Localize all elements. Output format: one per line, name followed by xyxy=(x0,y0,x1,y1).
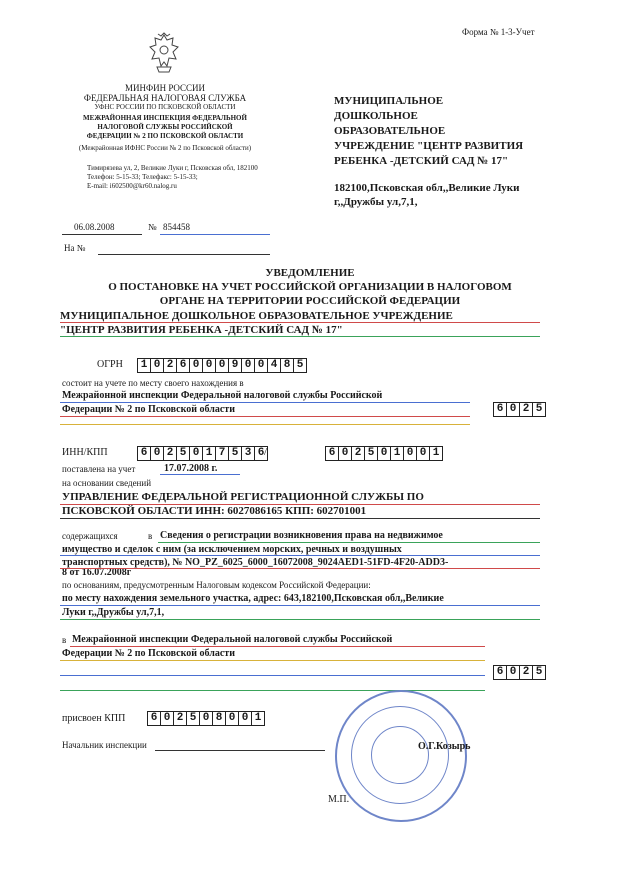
inspection-prefix: в xyxy=(62,635,67,645)
inn-digit: 2 xyxy=(163,446,176,461)
kpp-digit: 0 xyxy=(338,446,351,461)
inn-digit: 0 xyxy=(150,446,163,461)
contained-1: Сведения о регистрации возникновения права на недвижимое xyxy=(160,530,443,541)
signer-name: О.Г.Козырь xyxy=(418,741,471,752)
ogrn-digit: 6 xyxy=(176,358,189,373)
kpp-digit: 2 xyxy=(351,446,364,461)
kpp-digit: 1 xyxy=(390,446,403,461)
ogrn-digit: 8 xyxy=(280,358,293,373)
doc-number: 854458 xyxy=(163,222,190,232)
title-line-1: УВЕДОМЛЕНИЕ xyxy=(265,267,355,279)
recipient-line-2: ДОШКОЛЬНОЕ xyxy=(334,110,418,122)
inspection-line-1: Межрайонной инспекции Федеральной налоговой службы Российской xyxy=(72,634,393,645)
recipient-line-5: РЕБЕНКА -ДЕТСКИЙ САД № 17" xyxy=(334,155,509,167)
issuer-inspection-2: НАЛОГОВОЙ СЛУЖБЫ РОССИЙСКОЙ xyxy=(97,123,233,131)
registration-code-digit: 2 xyxy=(519,402,532,417)
ogrn-digit: 1 xyxy=(137,358,150,373)
inn-digit: 5 xyxy=(228,446,241,461)
assigned-kpp-digit: 0 xyxy=(199,711,212,726)
org-name-2: "ЦЕНТР РАЗВИТИЯ РЕБЕНКА -ДЕТСКИЙ САД № 17" xyxy=(60,324,343,336)
grounds-text-1: по месту нахождения земельного участка, адрес: 643,182100,Псковская обл,,Великие xyxy=(62,593,444,604)
contained-in: в xyxy=(148,531,153,541)
kpp-digit: 6 xyxy=(325,446,338,461)
inspection-code-digit: 2 xyxy=(519,665,532,680)
registration-place-2: Федерации № 2 по Псковской области xyxy=(62,404,235,415)
assigned-kpp-digit: 1 xyxy=(251,711,265,726)
assigned-kpp-digit: 2 xyxy=(173,711,186,726)
ogrn-digit: 4 xyxy=(267,358,280,373)
issuer-service: ФЕДЕРАЛЬНАЯ НАЛОГОВАЯ СЛУЖБА xyxy=(83,93,247,103)
source-2: ПСКОВСКОЙ ОБЛАСТИ ИНН: 6027086165 КПП: 602701001 xyxy=(62,505,367,517)
ogrn-digit: 9 xyxy=(228,358,241,373)
kpp-digit: 0 xyxy=(377,446,390,461)
contained-label: содержащихся xyxy=(62,531,118,541)
inn-digit: 6 xyxy=(254,446,268,461)
issuer-short-name: (Межрайонная ИФНС России № 2 по Псковской области) xyxy=(78,144,252,152)
kpp-digit: 0 xyxy=(403,446,416,461)
innkpp-label: ИНН/КПП xyxy=(62,447,108,458)
assigned-kpp-boxes xyxy=(147,711,265,726)
kpp-digit: 0 xyxy=(416,446,429,461)
recipient-line-4: УЧРЕЖДЕНИЕ "ЦЕНТР РАЗВИТИЯ xyxy=(334,140,524,152)
issuer-inspection-3: ФЕДЕРАЦИИ № 2 ПО ПСКОВСКОЙ ОБЛАСТИ xyxy=(86,132,244,140)
kpp-boxes xyxy=(325,446,443,461)
inn-digit: 3 xyxy=(241,446,254,461)
contained-4: 8 от 16.07.2008г xyxy=(62,568,132,576)
ogrn-boxes xyxy=(137,358,307,373)
registered-date: 17.07.2008 г. xyxy=(164,463,218,474)
issuer-inspection-1: МЕЖРАЙОННАЯ ИНСПЕКЦИЯ ФЕДЕРАЛЬНОЙ xyxy=(83,114,247,122)
ogrn-digit: 0 xyxy=(241,358,254,373)
inn-boxes xyxy=(137,446,268,461)
assigned-kpp-digit: 5 xyxy=(186,711,199,726)
seal-stamp xyxy=(335,690,467,822)
na-label: На № xyxy=(64,243,86,253)
ogrn-digit: 0 xyxy=(189,358,202,373)
inn-digit: 7 xyxy=(215,446,228,461)
inn-digit: 6 xyxy=(137,446,150,461)
ogrn-digit: 2 xyxy=(163,358,176,373)
recipient-line-3: ОБРАЗОВАТЕЛЬНОЕ xyxy=(334,125,446,137)
doc-date: 06.08.2008 xyxy=(74,222,115,232)
seal-label: М.П. xyxy=(328,794,350,805)
assigned-kpp-digit: 0 xyxy=(160,711,173,726)
grounds-text-2: Луки г,,Дружбы ул,7,1, xyxy=(62,607,165,618)
issuer-email: E-mail: i602500@kr60.nalog.ru xyxy=(87,182,177,190)
title-line-2: О ПОСТАНОВКЕ НА УЧЕТ РОССИЙСКОЙ ОРГАНИЗАЦИИ В НАЛОГОВОМ xyxy=(108,281,512,293)
issuer-ministry: МИНФИН РОССИИ xyxy=(124,83,206,93)
registration-code-digit: 5 xyxy=(532,402,546,417)
registration-place-1: Межрайонной инспекции Федеральной налоговой службы Российской xyxy=(62,390,383,401)
registration-code-digit: 6 xyxy=(493,402,506,417)
recipient-address-2: г,,Дружбы ул,7,1, xyxy=(334,196,418,208)
inn-digit: 0 xyxy=(189,446,202,461)
ogrn-label: ОГРН xyxy=(97,359,123,370)
chief-label: Начальник инспекции xyxy=(62,740,147,750)
ogrn-digit: 0 xyxy=(150,358,163,373)
source-1: УПРАВЛЕНИЕ ФЕДЕРАЛЬНОЙ РЕГИСТРАЦИОННОЙ СЛУЖБЫ ПО xyxy=(62,491,424,503)
issuer-ufns: УФНС РОССИИ ПО ПСКОВСКОЙ ОБЛАСТИ xyxy=(94,103,236,111)
assigned-kpp-digit: 0 xyxy=(225,711,238,726)
form-number: Форма № 1-3-Учет xyxy=(462,27,535,37)
registration-code-digit: 0 xyxy=(506,402,519,417)
ogrn-digit: 5 xyxy=(293,358,307,373)
kpp-digit: 5 xyxy=(364,446,377,461)
contained-2: имущество и сделок с ним (за исключением морских, речных и воздушных xyxy=(62,544,402,555)
basis-label: на основании сведений xyxy=(62,478,152,488)
registration-code-boxes xyxy=(493,402,546,417)
assigned-kpp-digit: 0 xyxy=(238,711,251,726)
grounds-label: по основаниям, предусмотренным Налоговым кодексом Российской Федерации: xyxy=(62,580,371,590)
doc-number-label: № xyxy=(148,222,157,232)
recipient-address-1: 182100,Псковская обл,,Великие Луки xyxy=(334,182,520,194)
issuer-address: Тимирязева ул, 2, Великие Луки г, Псковская обл, 182100 xyxy=(87,164,258,172)
registration-label: состоит на учете по месту своего нахождения в xyxy=(62,378,244,388)
recipient-line-1: МУНИЦИПАЛЬНОЕ xyxy=(334,95,444,107)
inspection-code-boxes xyxy=(493,665,546,680)
ogrn-digit: 0 xyxy=(202,358,215,373)
innkpp-slash: / xyxy=(264,446,268,458)
inspection-line-2: Федерации № 2 по Псковской области xyxy=(62,648,235,659)
assigned-label: присвоен КПП xyxy=(62,713,126,724)
org-name-1: МУНИЦИПАЛЬНОЕ ДОШКОЛЬНОЕ ОБРАЗОВАТЕЛЬНОЕ УЧРЕЖДЕНИЕ xyxy=(60,310,453,322)
inspection-code-digit: 0 xyxy=(506,665,519,680)
inspection-code-digit: 6 xyxy=(493,665,506,680)
registered-label: поставлена на учет xyxy=(62,464,136,474)
emblem-icon xyxy=(147,32,181,74)
kpp-digit: 1 xyxy=(429,446,443,461)
ogrn-digit: 0 xyxy=(215,358,228,373)
contained-3: транспортных средств), № NO_PZ_6025_6000_16072008_9024AED1-51FD-4F20-ADD3- xyxy=(62,557,449,568)
assigned-kpp-digit: 6 xyxy=(147,711,160,726)
issuer-phone: Телефон: 5-15-33; Телефакс: 5-15-33; xyxy=(87,173,198,181)
inn-digit: 5 xyxy=(176,446,189,461)
inn-digit: 1 xyxy=(202,446,215,461)
assigned-kpp-digit: 8 xyxy=(212,711,225,726)
title-line-3: ОРГАНЕ НА ТЕРРИТОРИИ РОССИЙСКОЙ ФЕДЕРАЦИИ xyxy=(159,295,461,307)
inspection-code-digit: 5 xyxy=(532,665,546,680)
ogrn-digit: 0 xyxy=(254,358,267,373)
